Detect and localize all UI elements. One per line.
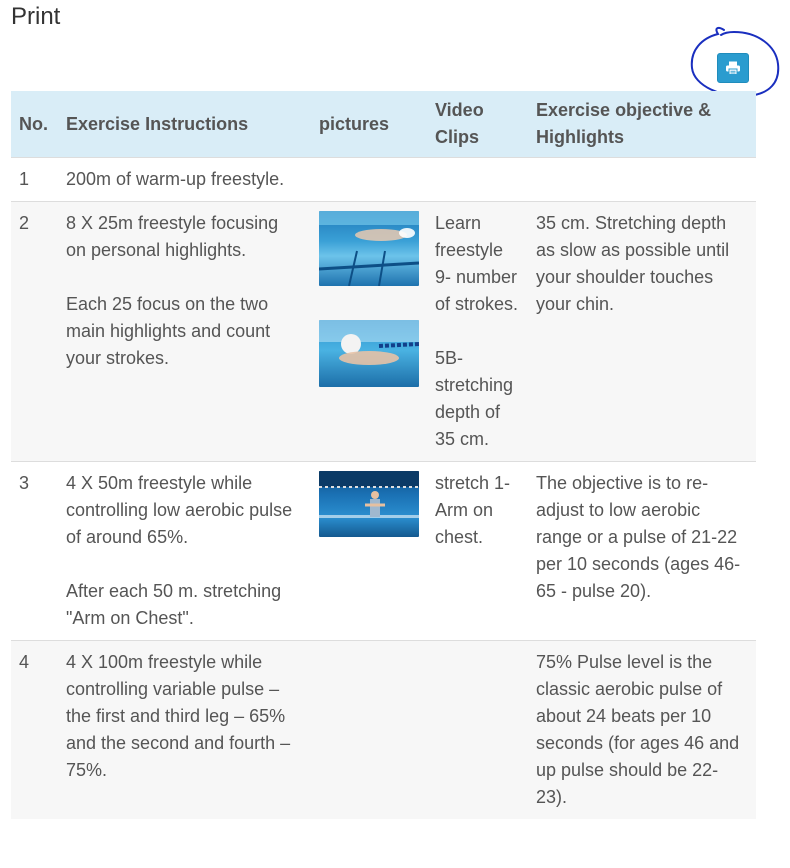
- swimmer-underwater-image[interactable]: [319, 211, 419, 286]
- row-objective: 35 cm. Stretching depth as slow as possible until your shoulder touches your chin.: [528, 202, 756, 462]
- swimmer-breathing-image[interactable]: [319, 320, 419, 387]
- row-instructions: [58, 202, 311, 462]
- instruction-text: 200m of warm-up freestyle.: [66, 169, 285, 189]
- row-objective: 75% Pulse level is the classic aerobic pulse of about 24 beats per 10 seconds (for ages 46 and up pulse should be 22-23).: [528, 641, 756, 820]
- instruction-text: After each 50 m. stretching "Arm on Chest".: [66, 581, 282, 628]
- instruction-text: 8 X 25m freestyle focusing on personal highlights.: [66, 213, 279, 260]
- pool-stretch-image[interactable]: [319, 471, 419, 537]
- exercise-table: [11, 91, 756, 819]
- header-video-clips: Video Clips: [427, 91, 528, 158]
- row-video: [427, 462, 528, 641]
- table-row: [11, 641, 756, 820]
- page-title: Print: [11, 3, 61, 30]
- video-clip-link[interactable]: stretch 1- Arm on chest.: [435, 473, 511, 547]
- header-objective: Exercise objective & Highlights: [528, 91, 756, 158]
- video-clip-link[interactable]: Learn freestyle 9- number of strokes.: [435, 213, 519, 314]
- row-instructions: [58, 462, 311, 641]
- row-no: 3: [11, 462, 58, 641]
- table-row: [11, 462, 756, 641]
- row-objective: The objective is to re-adjust to low aerobic range or a pulse of 21-22 per 10 seconds (ages 46-65 - pulse 20).: [528, 462, 756, 641]
- row-no: 4: [11, 641, 58, 820]
- video-clip-link[interactable]: 5B- stretching depth of 35 cm.: [435, 348, 514, 449]
- table-row: [11, 202, 756, 462]
- print-button[interactable]: [717, 53, 749, 83]
- header-no: No.: [11, 91, 58, 158]
- header-pictures: pictures: [311, 91, 427, 158]
- header-instructions: Exercise Instructions: [58, 91, 311, 158]
- row-instructions: [58, 641, 311, 820]
- printer-icon: [725, 61, 741, 75]
- row-video: [427, 641, 528, 820]
- instruction-text: 4 X 100m freestyle while controlling variable pulse – the first and third leg – 65% and the second and fourth – 75%.: [66, 652, 291, 780]
- table-header-row: [11, 91, 756, 158]
- row-pictures: [311, 462, 427, 641]
- instruction-text: 4 X 50m freestyle while controlling low aerobic pulse of around 65%.: [66, 473, 293, 547]
- row-pictures: [311, 202, 427, 462]
- row-video: [427, 158, 528, 202]
- table-row: [11, 158, 756, 202]
- row-objective: [528, 158, 756, 202]
- row-pictures: [311, 641, 427, 820]
- row-video: [427, 202, 528, 462]
- print-area: [688, 24, 782, 100]
- row-instructions: [58, 158, 311, 202]
- row-no: 1: [11, 158, 58, 202]
- row-no: 2: [11, 202, 58, 462]
- instruction-text: Each 25 focus on the two main highlights and count your strokes.: [66, 294, 271, 368]
- row-pictures: [311, 158, 427, 202]
